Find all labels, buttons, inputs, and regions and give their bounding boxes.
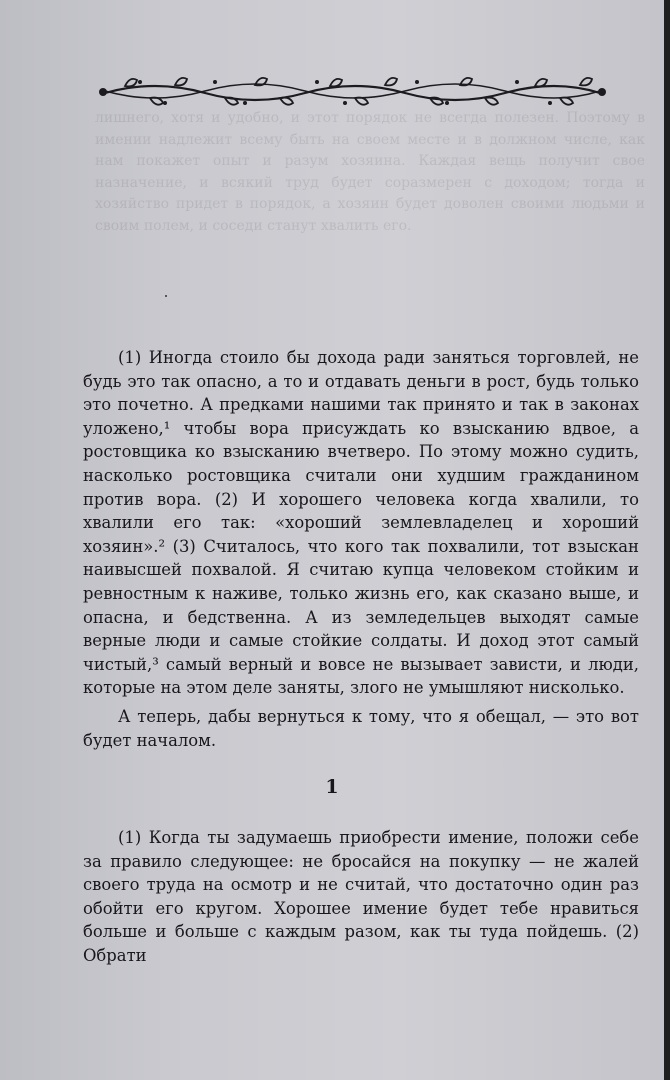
chapter-paragraph-1: (1) Когда ты задумаешь приобрести имение, положи себе за правило следующее: не бросайся на покупку — не жалей своего труда на осмотр и не считай, что достаточно один раз обойти его кругом. Хорошее имение будет тебе нравиться больше и больше с каждым разом, как ты туда пойдешь. (2) Обрати — [83, 828, 639, 965]
intro-paragraph-1: (1) Иногда стоило бы дохода ради заняться торговлей, не будь это так опасно, а то и отдавать деньги в рост, будь только это почетно. А предками нашими так принято и так в законах уложено,¹ чтобы вора присуждать ко взысканию вдвое, а ростовщика ко взысканию вчетверо. По этому можно судить, насколько ростовщика считали они худшим гражданином против вора. (2) И хорошего человека когда хвалили, то хвалили его так: «хороший землевладелец и хороший хозяин».² (3) Считалось, что кого так похвалили, тот взыскан наивысшей похвалой. Я считаю купца человеком стойким и ревностным к наживе, только жизнь его, как сказано выше, и опасна, и бедственна. А из земледельцев выходят самые верные люди и самые стойкие солдаты. И доход этот самый чистый,³ самый верный и вовсе не вызывает зависти, и люди, которые на этом деле заняты, злого не умышляют нисколько. — [83, 348, 639, 698]
chapter-number: 1 — [325, 776, 339, 798]
page-edge — [664, 0, 670, 1080]
chapter-section — [83, 826, 639, 968]
vine-ornament — [95, 73, 610, 109]
intro-paragraph-2: А теперь, дабы вернуться к тому, что я обещал, — это вот будет началом. — [83, 706, 639, 750]
intro-section — [83, 346, 639, 752]
speck — [165, 295, 167, 297]
bleed-through-text: лишнего, хотя и удобно, и этот порядок не всегда полезен. Поэтому в имении надлежит всему быть на своем месте и в должном числе, как нам покажет опыт и разум хозяина. Каждая вещь получит свое назначение, и всякий труд будет соразмерен с доходом; тогда и хозяйство придет в порядок, а хозяин будет доволен своими людьми и своим полем, и соседи станут хвалить его. — [95, 110, 645, 234]
